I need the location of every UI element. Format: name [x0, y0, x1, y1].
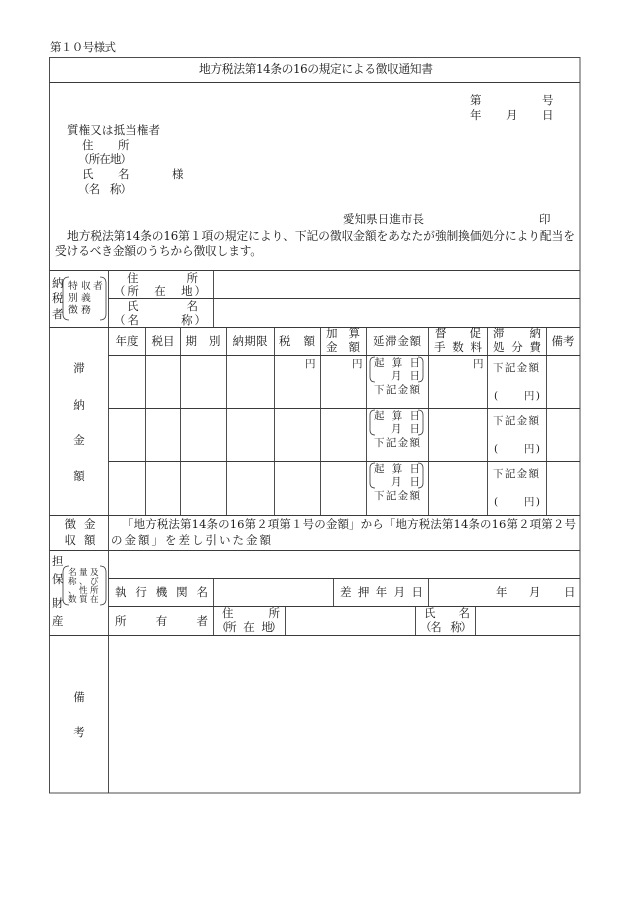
addressee-address-label: 住 [82, 138, 94, 152]
taxpayer-name-label: 氏 名 [127, 299, 198, 313]
remarks-label-char: 備 [73, 690, 85, 704]
executing-agency-label: 執 行 機 関 名 [115, 585, 208, 599]
col-header-disposal-cost: 処分費 [493, 340, 541, 354]
col-header-remarks: 備考 [551, 334, 575, 348]
collateral-label-char: 財 [52, 596, 64, 610]
collateral-label-char: 産 [52, 614, 64, 628]
seizure-date-label: 差 押 年 月 日 [340, 585, 423, 599]
special-collector-char: 別 [68, 293, 78, 304]
taxpayer-address-sub: （所 在 地） [114, 284, 206, 298]
col-header-due-date: 納期限 [232, 334, 268, 348]
special-collector-char: 徴 [68, 305, 78, 316]
collateral-detail-char: 量 [79, 568, 88, 578]
seizure-date-month: 月 [529, 585, 541, 599]
owner-name-label: 氏 名 [424, 606, 470, 620]
taxpayer-label-char: 納 [52, 276, 64, 290]
delinquent-label-char: 滞 [73, 361, 85, 375]
late-fee-start-label: 起 算 日 [374, 410, 420, 422]
collateral-detail-char: 名 [68, 568, 77, 578]
owner-name-sub: （名 称） [420, 620, 472, 634]
taxpayer-name-sub: （名 称） [114, 313, 206, 327]
late-fee-start-label: 起 算 日 [374, 357, 420, 369]
addressee-address-sub: （所在地） [78, 152, 132, 166]
seizure-date-year: 年 [496, 585, 508, 599]
disposal-yen-paren: ( 円) [494, 390, 540, 402]
notice-body-line: 受けるべき金額のうちから徴収します。 [55, 244, 262, 258]
col-header-tax-item: 税目 [151, 334, 175, 348]
taxpayer-label-char: 税 [52, 291, 64, 305]
issuer-name: 愛知県日進市長 [343, 212, 424, 226]
special-collector-char: 特 [68, 281, 78, 292]
disposal-amount-note: 下記金額 [493, 362, 539, 374]
collateral-label-char: 保 [52, 572, 64, 586]
late-fee-amount-note: 下記金額 [374, 437, 420, 449]
surcharge-unit: 円 [352, 358, 363, 370]
collateral-detail-char: 所 [90, 586, 99, 596]
collateral-detail-char: 、 [68, 586, 77, 596]
collateral-label-char: 担 [52, 554, 64, 568]
addressee-address-label: 所 [118, 138, 130, 152]
delinquent-label-char: 金 [73, 433, 85, 447]
late-fee-start-label: 起 算 日 [374, 463, 420, 475]
delinquent-label-char: 納 [73, 398, 85, 412]
owner-address-sub: （所 在 地） [216, 620, 282, 634]
issue-date-day: 日 [542, 108, 554, 122]
late-fee-amount-note: 下記金額 [374, 384, 420, 396]
special-collector-char: 務 [81, 305, 91, 316]
disposal-amount-note: 下記金額 [493, 468, 539, 480]
addressee-name-label: 名 [118, 167, 130, 181]
col-header-surcharge: 加 算 [326, 326, 360, 340]
collection-label: 収 額 [64, 533, 96, 547]
late-fee-date-label: 月 日 [391, 370, 420, 382]
addressee-role: 質権又は抵当権者 [67, 123, 160, 137]
disposal-amount-note: 下記金額 [493, 415, 539, 427]
seal-mark: 印 [539, 212, 551, 226]
col-header-period: 期 別 [185, 334, 221, 348]
addressee-name-sub: （名 称） [78, 182, 132, 196]
form-number: 第１０号様式 [50, 40, 116, 54]
late-fee-date-label: 月 日 [391, 476, 420, 488]
disposal-yen-paren: ( 円) [494, 496, 540, 508]
doc-number-suffix: 号 [542, 93, 554, 107]
collateral-detail-char: 及 [90, 568, 99, 578]
col-header-surcharge: 金 額 [326, 340, 360, 354]
disposal-yen-paren: ( 円) [494, 443, 540, 455]
form-title: 地方税法第14条の16の規定による徴収通知書 [199, 62, 433, 76]
delinquent-label-char: 額 [73, 469, 85, 483]
issue-date-month: 月 [506, 108, 518, 122]
addressee-honorific: 様 [172, 167, 184, 181]
collection-description: 「地方税法第14条の16第２項第１号の金額」から「地方税法第14条の16第２項第２号 [122, 517, 576, 531]
collateral-detail-char: 、 [79, 577, 88, 587]
owner-label: 所 有 者 [115, 614, 208, 628]
collection-label: 徴 金 [64, 517, 96, 531]
collateral-detail-char: 数 [68, 595, 77, 605]
owner-address-label: 住 所 [222, 606, 280, 620]
issue-date-year: 年 [470, 108, 482, 122]
collateral-detail-char: 在 [90, 595, 99, 605]
collateral-detail-char: 称 [68, 577, 77, 587]
special-collector-char: 義 [81, 293, 91, 304]
col-header-tax-amount: 税 額 [279, 334, 315, 348]
remarks-label-char: 考 [73, 725, 85, 739]
doc-number-prefix: 第 [470, 93, 482, 107]
taxpayer-label-char: 者 [52, 307, 64, 321]
col-header-disposal-cost: 滞 納 [493, 326, 541, 340]
col-header-late-fee: 延滞金額 [373, 334, 421, 348]
special-collector-char: 収 [81, 281, 91, 292]
tax-amount-unit: 円 [305, 358, 316, 370]
collateral-detail-char: 質 [79, 595, 88, 605]
special-collector-char: 者 [93, 281, 103, 292]
col-header-reminder-fee: 督 促 [435, 326, 481, 340]
collection-description: の金額」を差し引いた金額 [111, 533, 271, 547]
late-fee-amount-note: 下記金額 [374, 490, 420, 502]
collateral-detail-char: 性 [79, 586, 88, 596]
col-header-fiscal-year: 年度 [115, 334, 139, 348]
col-header-reminder-fee: 手数料 [434, 340, 482, 354]
late-fee-date-label: 月 日 [391, 423, 420, 435]
seizure-date-day: 日 [564, 585, 576, 599]
taxpayer-address-label: 住 所 [127, 271, 198, 285]
notice-body-line: 地方税法第14条の16第１項の規定により、下記の徴収金額をあなたが強制換価処分により配当を [67, 229, 575, 243]
collateral-detail-char: び [90, 577, 99, 587]
reminder-fee-unit: 円 [473, 358, 484, 370]
addressee-name-label: 氏 [82, 167, 94, 181]
